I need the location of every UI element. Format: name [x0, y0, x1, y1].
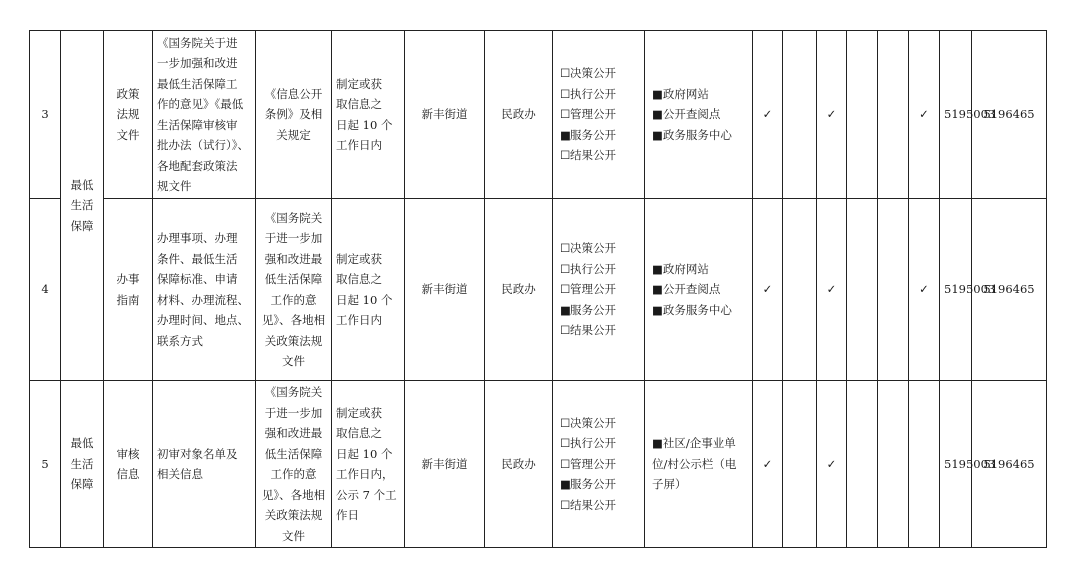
disclosure-type-cell: [553, 199, 645, 381]
channel-line: ■政府网站: [652, 261, 709, 276]
content-cell: [153, 381, 256, 548]
table-row: [30, 31, 1089, 199]
check-cell: [783, 199, 817, 381]
basis-line: 见》、各地相: [261, 487, 326, 502]
content-line: 一步加强和改进: [157, 56, 238, 70]
time-limit-line: 工作日内: [336, 138, 382, 152]
checkmark-icon: ✓: [826, 282, 837, 297]
subject-cell: 新丰街道: [405, 199, 485, 381]
phone-2-cell: 5196465: [972, 381, 1047, 548]
time-limit-cell: [332, 31, 405, 199]
category-cell: [61, 31, 104, 381]
check-cell: [878, 199, 909, 381]
row-number: 3: [30, 31, 61, 199]
checked-box-icon: ■: [560, 477, 571, 492]
checkmark-icon: ✓: [826, 456, 837, 471]
content-line: 作的意见》《最低: [157, 97, 244, 111]
time-limit-cell: [332, 381, 405, 548]
check-cell: [847, 31, 878, 199]
disclosure-option-label: 管理公开: [570, 282, 616, 297]
subcategory-line: 文件: [116, 127, 140, 142]
basis-line: 《国务院关: [264, 210, 323, 225]
disclosure-option: [560, 495, 640, 516]
subcategory-line: 信息: [116, 467, 140, 481]
disclosure-option-label: 决策公开: [570, 66, 616, 81]
row-number: 5: [30, 381, 61, 548]
category-line: 保障: [70, 477, 94, 492]
basis-line: 文件: [282, 528, 305, 543]
check-cell: [753, 381, 783, 548]
empty-box-icon: ☐: [560, 261, 571, 276]
phone-2-cell: 5196465: [972, 199, 1047, 381]
basis-cell: [256, 199, 332, 381]
channel-line: 子屏）: [652, 477, 687, 492]
disclosure-option: [560, 474, 640, 495]
disclosure-option: [560, 433, 640, 454]
empty-box-icon: ☐: [560, 456, 571, 471]
check-cell: [909, 381, 940, 548]
category-cell: [61, 381, 104, 548]
content-line: 批办法（试行）》、: [157, 138, 249, 152]
disclosure-option-label: 决策公开: [570, 415, 616, 430]
check-cell: [847, 199, 878, 381]
phone-2-cell: 5196465: [972, 31, 1047, 199]
disclosure-option: [560, 125, 640, 146]
disclosure-option: [560, 63, 640, 84]
table-row: [30, 199, 1089, 381]
channels-cell: [645, 381, 753, 548]
table-row: [30, 381, 1089, 548]
disclosure-option-label: 执行公开: [570, 436, 616, 451]
checkmark-icon: ✓: [762, 282, 773, 297]
basis-line: 工作的意: [270, 467, 317, 481]
disclosure-option: [560, 259, 640, 280]
empty-box-icon: ☐: [560, 415, 571, 430]
time-limit-line: 工作日内: [336, 313, 382, 327]
disclosure-option-label: 结果公开: [570, 497, 616, 512]
time-limit-line: 取信息之: [336, 426, 382, 440]
time-limit-line: 工作日内，: [336, 467, 394, 481]
checked-box-icon: ■: [560, 302, 571, 317]
basis-cell: [256, 31, 332, 199]
basis-line: 工作的意: [270, 292, 317, 307]
subcategory-cell: [104, 381, 153, 548]
check-cell: [753, 199, 783, 381]
basis-line: 条例》及相: [264, 107, 323, 122]
time-limit-line: 制定或获: [336, 76, 382, 91]
content-cell: [153, 199, 256, 381]
content-line: 办理时间、地点、: [157, 313, 249, 327]
disclosure-option-label: 管理公开: [570, 456, 616, 471]
time-limit-line: 公示 7 个工: [336, 487, 397, 502]
time-limit-line: 制定或获: [336, 405, 382, 420]
subcategory-line: 指南: [116, 292, 140, 307]
subcategory-line: 法规: [116, 107, 140, 122]
basis-line: 《国务院关: [264, 385, 323, 399]
check-cell: [847, 381, 878, 548]
content-line: 相关信息: [157, 467, 203, 481]
disclosure-option-label: 服务公开: [570, 302, 616, 317]
basis-line: 文件: [282, 354, 305, 368]
disclosure-option: [560, 454, 640, 475]
category-label: 最低生活保障: [70, 177, 94, 233]
department-cell: 民政办: [485, 31, 553, 199]
content-cell: [153, 31, 256, 199]
disclosure-option-label: 执行公开: [570, 86, 616, 101]
channel-line: ■社区/企事业单: [652, 436, 736, 451]
disclosure-option-label: 执行公开: [570, 261, 616, 276]
disclosure-option: [560, 84, 640, 105]
basis-line: 于进一步加: [264, 405, 323, 420]
subcategory-line: 办事: [116, 272, 140, 286]
check-cell: [878, 31, 909, 199]
channels-cell: [645, 31, 753, 199]
content-line: 联系方式: [157, 333, 203, 348]
subcategory-line: 审核: [116, 446, 140, 461]
basis-cell: [256, 381, 332, 548]
empty-box-icon: ☐: [560, 86, 571, 101]
disclosure-option: [560, 145, 640, 166]
time-limit-line: 日起 10 个: [336, 292, 393, 307]
row-number: 4: [30, 199, 61, 381]
subject-cell: 新丰街道: [405, 31, 485, 199]
subject-cell: 新丰街道: [405, 381, 485, 548]
empty-box-icon: ☐: [560, 148, 571, 163]
empty-box-icon: ☐: [560, 436, 571, 451]
content-line: 材料、办理流程、: [157, 292, 249, 307]
subcategory-cell: [104, 31, 153, 199]
basis-line: 关政策法规: [264, 508, 323, 522]
time-limit-line: 取信息之: [336, 97, 382, 111]
content-line: 《国务院关于进: [157, 35, 238, 50]
empty-box-icon: ☐: [560, 497, 571, 512]
time-limit-line: 作日: [336, 508, 359, 522]
channels-cell: [645, 199, 753, 381]
basis-line: 低生活保障: [264, 272, 323, 286]
category-line: 生活: [70, 456, 94, 471]
basis-line: 强和改进最: [264, 426, 323, 440]
empty-box-icon: ☐: [560, 282, 571, 297]
disclosure-option-label: 结果公开: [570, 148, 616, 163]
disclosure-option-label: 结果公开: [570, 323, 616, 338]
time-limit-line: 日起 10 个: [336, 446, 393, 461]
channel-line: ■政务服务中心: [652, 127, 732, 142]
check-cell: [783, 381, 817, 548]
disclosure-option: [560, 238, 640, 259]
check-cell: [817, 199, 847, 381]
subcategory-line: 政策: [116, 86, 140, 101]
checkmark-icon: ✓: [919, 107, 929, 122]
disclosure-option: [560, 320, 640, 341]
disclosure-type-cell: [553, 381, 645, 548]
channel-line: ■政府网站: [652, 86, 709, 101]
checkmark-icon: ✓: [919, 282, 929, 297]
empty-box-icon: ☐: [560, 241, 571, 256]
subcategory-cell: [104, 199, 153, 381]
channel-line: ■公开查阅点: [652, 107, 721, 122]
time-limit-line: 日起 10 个: [336, 117, 393, 132]
basis-line: 见》、各地相: [261, 313, 326, 327]
basis-line: 强和改进最: [264, 251, 323, 266]
basis-line: 低生活保障: [264, 446, 323, 461]
check-cell: [753, 31, 783, 199]
phone-1-cell: 5195003: [940, 381, 972, 548]
disclosure-type-cell: [553, 31, 645, 199]
disclosure-table: [29, 30, 1089, 548]
disclosure-option: [560, 104, 640, 125]
channel-line: ■公开查阅点: [652, 282, 721, 297]
time-limit-cell: [332, 199, 405, 381]
content-line: 条件、最低生活: [157, 251, 238, 266]
time-limit-line: 制定或获: [336, 251, 382, 266]
disclosure-option-label: 服务公开: [570, 477, 616, 492]
basis-line: 《信息公开: [264, 86, 323, 101]
content-line: 各地配套政策法: [157, 158, 238, 173]
basis-line: 关规定: [276, 127, 311, 142]
content-line: 生活保障审核审: [157, 117, 238, 132]
basis-line: 于进一步加: [264, 231, 323, 245]
disclosure-option: [560, 413, 640, 434]
content-line: 办理事项、办理: [157, 231, 238, 245]
empty-box-icon: ☐: [560, 107, 571, 122]
phone-1-cell: 5195003: [940, 31, 972, 199]
time-limit-line: 取信息之: [336, 272, 382, 286]
content-line: 规文件: [157, 179, 192, 193]
department-cell: 民政办: [485, 381, 553, 548]
checkmark-icon: ✓: [762, 107, 773, 122]
check-cell: [783, 31, 817, 199]
content-line: 初审对象名单及: [157, 446, 238, 461]
check-cell: [909, 199, 940, 381]
disclosure-option-label: 管理公开: [570, 107, 616, 122]
category-line: 最低: [70, 436, 94, 451]
checkmark-icon: ✓: [762, 456, 773, 471]
content-line: 最低生活保障工: [157, 76, 238, 91]
disclosure-option: [560, 300, 640, 321]
check-cell: [878, 381, 909, 548]
checkmark-icon: ✓: [826, 107, 837, 122]
disclosure-option-label: 决策公开: [570, 241, 616, 256]
department-cell: 民政办: [485, 199, 553, 381]
empty-box-icon: ☐: [560, 66, 571, 81]
disclosure-option-label: 服务公开: [570, 127, 616, 142]
checked-box-icon: ■: [560, 127, 571, 142]
phone-1-cell: 5195003: [940, 199, 972, 381]
channel-line: 位/村公示栏（电: [652, 456, 737, 471]
basis-line: 关政策法规: [264, 333, 323, 348]
content-line: 保障标准、申请: [157, 272, 238, 286]
check-cell: [817, 31, 847, 199]
check-cell: [909, 31, 940, 199]
channel-line: ■政务服务中心: [652, 302, 732, 317]
disclosure-option: [560, 279, 640, 300]
empty-box-icon: ☐: [560, 323, 571, 338]
check-cell: [817, 381, 847, 548]
